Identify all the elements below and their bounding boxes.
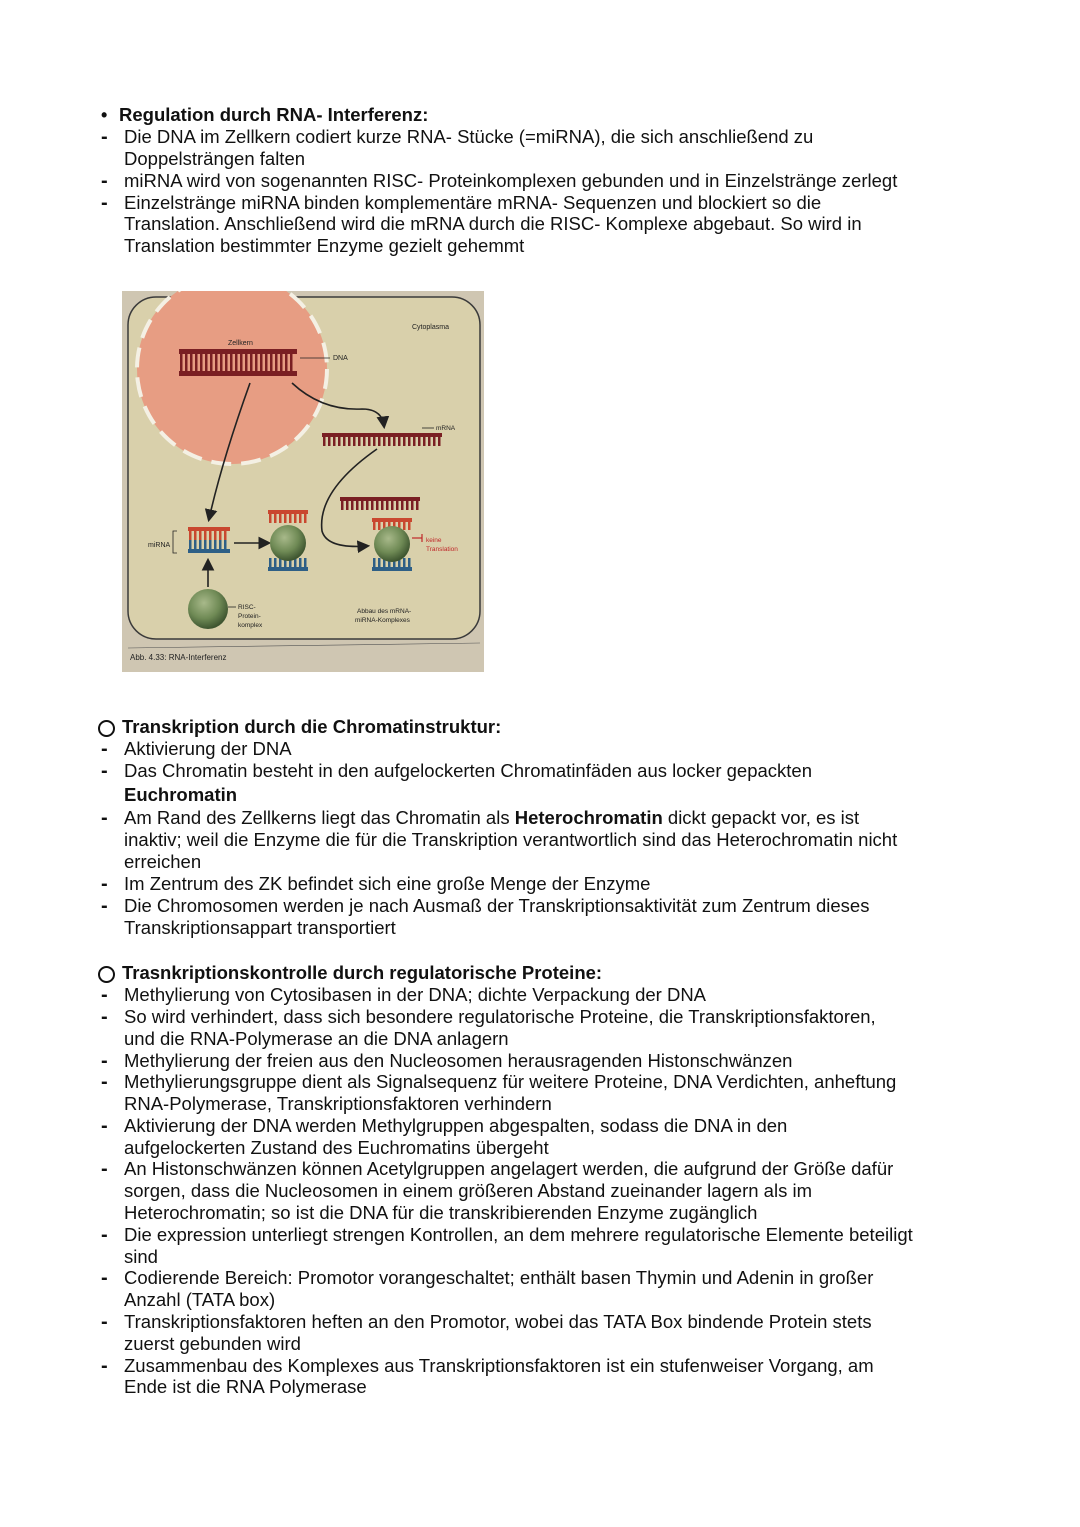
strand-base bbox=[346, 501, 349, 510]
text-fragment: Am Rand des Zellkerns liegt das Chromatin als bbox=[124, 807, 515, 828]
strand-base bbox=[294, 514, 297, 523]
figure-caption: Abb. 4.33: RNA-Interferenz bbox=[130, 653, 227, 662]
strand-base bbox=[438, 437, 441, 446]
strand-base bbox=[214, 540, 217, 549]
strand-base bbox=[386, 501, 389, 510]
strand-base bbox=[361, 501, 364, 510]
strand-base bbox=[275, 354, 278, 371]
dash-bullet: - bbox=[101, 1006, 108, 1028]
text-line: Methylierung von Cytosibasen in der DNA; dichte Verpackung der DNA bbox=[124, 984, 707, 1005]
strand-base bbox=[185, 354, 188, 371]
strand-base bbox=[403, 558, 406, 567]
strand-base bbox=[224, 540, 227, 549]
strand-base bbox=[280, 354, 283, 371]
strand-base bbox=[373, 558, 376, 567]
strand-base bbox=[378, 522, 381, 530]
text-line: Aktivierung der DNA bbox=[124, 738, 292, 759]
section-heading: Transkription durch die Chromatinstruktur: bbox=[122, 716, 502, 737]
strand-base bbox=[265, 354, 268, 371]
strand-base bbox=[189, 531, 192, 540]
text-line: Ende ist die RNA Polymerase bbox=[124, 1376, 367, 1397]
text-line: sorgen, dass die Nucleosomen in einem größeren Abstand zueinander lagern als im bbox=[124, 1180, 812, 1201]
strand-base bbox=[428, 437, 431, 446]
strand-base bbox=[376, 501, 379, 510]
strand-base bbox=[403, 522, 406, 530]
text-line: aufgelockerten Zustand des Euchromatins übergeht bbox=[124, 1137, 549, 1158]
strand-base bbox=[240, 354, 243, 371]
strand-base bbox=[413, 437, 416, 446]
label-risc: RISC- bbox=[238, 604, 256, 611]
text-line: Die Chromosomen werden je nach Ausmaß der Transkriptionsaktivität zum Zentrum dieses bbox=[124, 895, 870, 916]
strand-base bbox=[200, 354, 203, 371]
strand-base bbox=[408, 522, 411, 530]
dash-bullet: - bbox=[101, 126, 108, 148]
strand-base bbox=[180, 354, 183, 371]
strand-base bbox=[343, 437, 346, 446]
strand-base bbox=[209, 540, 212, 549]
text-line: An Histonschwänzen können Acetylgruppen angelagert werden, die aufgrund der Größe dafür bbox=[124, 1158, 894, 1179]
text-line: Doppelsträngen falten bbox=[124, 148, 306, 169]
label-mrna: mRNA bbox=[436, 425, 456, 432]
strand-base bbox=[219, 531, 222, 540]
strand-base bbox=[368, 437, 371, 446]
label-abbau: Abbau des mRNA- bbox=[357, 608, 412, 615]
strand-base bbox=[274, 514, 277, 523]
dash-bullet: - bbox=[101, 984, 108, 1006]
label-mirna: miRNA bbox=[148, 542, 171, 549]
text-line: Die DNA im Zellkern codiert kurze RNA- Stücke (=miRNA), die sich anschließend zu bbox=[124, 126, 814, 147]
strand-base bbox=[358, 437, 361, 446]
bullet-dot: • bbox=[101, 105, 108, 125]
text-line: erreichen bbox=[124, 851, 202, 872]
label-translation: Translation bbox=[426, 546, 458, 553]
strand-base bbox=[423, 437, 426, 446]
strand-base bbox=[333, 437, 336, 446]
text-line: Im Zentrum des ZK befindet sich eine große Menge der Enzyme bbox=[124, 873, 651, 894]
text-line: Methylierung der freien aus den Nucleosomen herausragenden Histonschwänzen bbox=[124, 1050, 793, 1071]
text-line: RNA-Polymerase, Transkriptionsfaktoren verhindern bbox=[124, 1093, 552, 1114]
strand-base bbox=[304, 558, 307, 567]
strand-base bbox=[255, 354, 258, 371]
label-risc: komplex bbox=[238, 622, 263, 629]
strand-base bbox=[189, 540, 192, 549]
strand-base bbox=[408, 437, 411, 446]
strand-base bbox=[406, 501, 409, 510]
section-heading: Trasnkriptionskontrolle durch regulatorische Proteine: bbox=[122, 962, 603, 983]
risc-protein bbox=[188, 589, 228, 629]
strand-base bbox=[219, 540, 222, 549]
strand-base bbox=[351, 501, 354, 510]
label-keine: keine bbox=[426, 537, 442, 544]
text-line: Transkriptionsappart transportiert bbox=[124, 917, 396, 938]
text-line: Methylierungsgruppe dient als Signalsequenz für weitere Proteine, DNA Verdichten, anheftung bbox=[124, 1071, 897, 1092]
text-line: Translation bestimmter Enzyme gezielt gehemmt bbox=[124, 235, 525, 256]
strand-base bbox=[398, 437, 401, 446]
strand-base bbox=[279, 514, 282, 523]
strand-base bbox=[190, 354, 193, 371]
dash-bullet: - bbox=[101, 1158, 108, 1180]
text-line: miRNA wird von sogenannten RISC- Proteinkomplexen gebunden und in Einzelstränge zerlegt bbox=[124, 170, 898, 191]
text-line: inaktiv; weil die Enzyme die für die Transkription verantwortlich sind das Heterochromatin nicht bbox=[124, 829, 898, 850]
strand-base bbox=[245, 354, 248, 371]
strand-base bbox=[391, 501, 394, 510]
strand-base bbox=[418, 437, 421, 446]
text-line: und die RNA-Polymerase an die DNA anlagern bbox=[124, 1028, 509, 1049]
dash-bullet: - bbox=[101, 1071, 108, 1093]
strand-base bbox=[235, 354, 238, 371]
strand-base bbox=[381, 501, 384, 510]
strand-base bbox=[194, 531, 197, 540]
strand-base bbox=[199, 540, 202, 549]
strand-base bbox=[323, 437, 326, 446]
label-dna: DNA bbox=[333, 355, 348, 362]
strand-base bbox=[260, 354, 263, 371]
circle-bullet bbox=[98, 720, 115, 737]
strand-base bbox=[383, 437, 386, 446]
dash-bullet: - bbox=[101, 1267, 108, 1289]
text-line: zuerst gebunden wird bbox=[124, 1333, 301, 1354]
strand-base bbox=[363, 437, 366, 446]
dash-bullet: - bbox=[101, 1115, 108, 1137]
strand-base bbox=[371, 501, 374, 510]
rna-interference-figure bbox=[122, 291, 484, 672]
strand-base bbox=[373, 522, 376, 530]
strand-base bbox=[348, 437, 351, 446]
strand-base bbox=[269, 558, 272, 567]
label-abbau: miRNA-Komplexes bbox=[355, 617, 410, 624]
text-fragment-bold: Heterochromatin bbox=[514, 807, 663, 828]
dash-bullet: - bbox=[101, 1311, 108, 1333]
strand-base bbox=[289, 514, 292, 523]
text-line: Zusammenbau des Komplexes aus Transkriptionsfaktoren ist ein stufenweiser Vorgang, am bbox=[124, 1355, 874, 1376]
text-fragment: dickt gepackt vor, es ist bbox=[662, 807, 860, 828]
text-line: Heterochromatin; so ist die DNA für die transkribierenden Enzyme zugänglich bbox=[124, 1202, 758, 1223]
strand-base bbox=[366, 501, 369, 510]
dash-bullet: - bbox=[101, 192, 108, 214]
strand-base bbox=[250, 354, 253, 371]
strand-base bbox=[388, 437, 391, 446]
strand-base bbox=[401, 501, 404, 510]
dash-bullet: - bbox=[101, 738, 108, 760]
circle-bullet bbox=[98, 966, 115, 983]
strand-base bbox=[353, 437, 356, 446]
section-heading: Regulation durch RNA- Interferenz: bbox=[119, 104, 429, 125]
strand-base bbox=[224, 531, 227, 540]
text-line bbox=[124, 807, 859, 829]
strand-base bbox=[214, 531, 217, 540]
strand-base bbox=[304, 514, 307, 523]
strand-base bbox=[433, 437, 436, 446]
strand-base bbox=[338, 437, 341, 446]
text-line: Aktivierung der DNA werden Methylgruppen abgespalten, sodass die DNA in den bbox=[124, 1115, 788, 1136]
text-line: sind bbox=[124, 1246, 158, 1267]
strand-base bbox=[378, 437, 381, 446]
text-line: Translation. Anschließend wird die mRNA durch die RISC- Komplexe abgebaut. So wird in bbox=[124, 213, 862, 234]
strand-base bbox=[220, 354, 223, 371]
dash-bullet: - bbox=[101, 807, 108, 829]
strand-base bbox=[230, 354, 233, 371]
strand-base bbox=[209, 531, 212, 540]
label-risc: Protein- bbox=[238, 613, 261, 620]
strand-base bbox=[225, 354, 228, 371]
strand-base bbox=[215, 354, 218, 371]
dash-bullet: - bbox=[101, 895, 108, 917]
strand-base bbox=[269, 514, 272, 523]
label-zellkern: Zellkern bbox=[228, 340, 253, 347]
text-line: Codierende Bereich: Promotor vorangeschaltet; enthält basen Thymin und Adenin in großer bbox=[124, 1267, 874, 1288]
strand-base bbox=[199, 531, 202, 540]
strand-base bbox=[341, 501, 344, 510]
dash-bullet: - bbox=[101, 170, 108, 192]
label-cytoplasma: Cytoplasma bbox=[412, 324, 449, 331]
strand-base bbox=[204, 531, 207, 540]
strand-base bbox=[393, 437, 396, 446]
dash-bullet: - bbox=[101, 760, 108, 782]
strand-base bbox=[416, 501, 419, 510]
strand-base bbox=[274, 558, 277, 567]
strand-base bbox=[205, 354, 208, 371]
strand-base bbox=[210, 354, 213, 371]
text-line: So wird verhindert, dass sich besondere regulatorische Proteine, die Transkriptionsfaktoren, bbox=[124, 1006, 876, 1027]
strand-base bbox=[396, 501, 399, 510]
dash-bullet: - bbox=[101, 1355, 108, 1377]
strand-base bbox=[373, 437, 376, 446]
text-line: Transkriptionsfaktoren heften an den Promotor, wobei das TATA Box bindende Protein stets bbox=[124, 1311, 872, 1332]
strand-base bbox=[290, 354, 293, 371]
strand-base bbox=[204, 540, 207, 549]
strand-base bbox=[378, 558, 381, 567]
text-line: Anzahl (TATA box) bbox=[124, 1289, 276, 1310]
strand-base bbox=[285, 354, 288, 371]
strand-base bbox=[356, 501, 359, 510]
text-line: Einzelstränge miRNA binden komplementäre mRNA- Sequenzen und blockiert so die bbox=[124, 192, 822, 213]
dash-bullet: - bbox=[101, 1050, 108, 1072]
strand-base bbox=[408, 558, 411, 567]
strand-base bbox=[194, 540, 197, 549]
strand-base bbox=[403, 437, 406, 446]
strand-base bbox=[299, 558, 302, 567]
dash-bullet: - bbox=[101, 1224, 108, 1246]
strand-base bbox=[195, 354, 198, 371]
text-line-bold: Euchromatin bbox=[124, 784, 238, 805]
strand-base bbox=[270, 354, 273, 371]
text-line: Die expression unterliegt strengen Kontrollen, an dem mehrere regulatorische Elemente beteiligt bbox=[124, 1224, 913, 1245]
strand-base bbox=[299, 514, 302, 523]
strand-base bbox=[284, 514, 287, 523]
strand-base bbox=[411, 501, 414, 510]
text-line: Das Chromatin besteht in den aufgelockerten Chromatinfäden aus locker gepackten bbox=[124, 760, 812, 781]
strand-base bbox=[328, 437, 331, 446]
dash-bullet: - bbox=[101, 873, 108, 895]
